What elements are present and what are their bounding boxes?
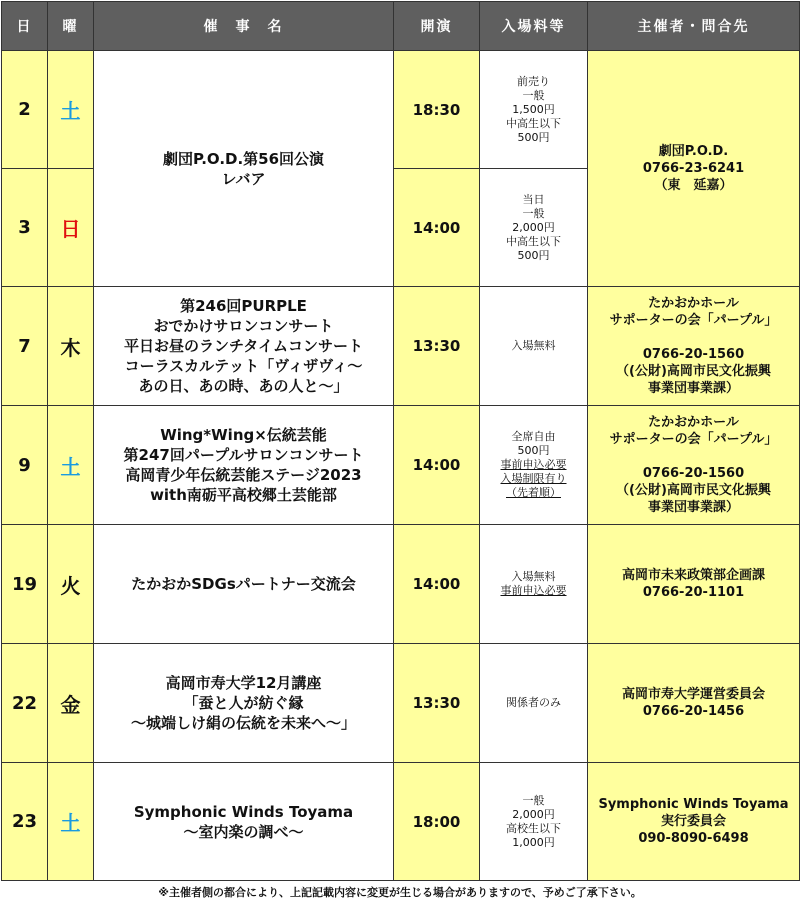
event-line: ～城端しけ絹の伝統を未来へ～」 bbox=[130, 714, 356, 732]
header-weekday: 曜 bbox=[48, 2, 94, 51]
organizer-line: サポーターの会「パープル」 bbox=[609, 432, 778, 447]
organizer-cell bbox=[588, 525, 800, 644]
organizer-cell bbox=[588, 644, 800, 763]
organizer-line: （(公財)高岡市民文化振興 bbox=[616, 483, 771, 498]
event-line: 劇団P.O.D.第56回公演 bbox=[162, 149, 325, 168]
organizer-line: 事業団事業課） bbox=[647, 381, 739, 396]
header-admission: 入場料等 bbox=[480, 2, 588, 51]
fee-line: 1,500円 bbox=[512, 102, 555, 116]
fee-line: 一般 bbox=[522, 793, 545, 807]
day-cell: 19 bbox=[2, 525, 48, 644]
organizer-line: Symphonic Winds Toyama bbox=[598, 797, 789, 812]
event-name-cell bbox=[94, 51, 394, 287]
fee-line: 全席自由 bbox=[511, 430, 556, 443]
fee-line: 入場無料 bbox=[511, 339, 556, 352]
event-line: 「蚕と人が紡ぐ縁 bbox=[183, 694, 304, 712]
start-time-cell: 14:00 bbox=[394, 525, 480, 644]
event-line: コーラスカルテット「ヴィザヴィ～ bbox=[124, 357, 363, 375]
footnote: ※主催者側の都合により、上記記載内容に変更が生じる場合がありますので、予めご了承下さい。 bbox=[158, 886, 642, 899]
organizer-line: 実行委員会 bbox=[660, 814, 726, 829]
admission-cell bbox=[480, 525, 588, 644]
organizer-line: 0766-20-1101 bbox=[642, 585, 745, 600]
table-row bbox=[2, 763, 800, 881]
fee-line: 関係者のみ bbox=[506, 696, 561, 709]
weekday-cell: 金 bbox=[48, 644, 94, 763]
fee-line: 一般 bbox=[522, 206, 545, 220]
day-cell: 3 bbox=[2, 169, 48, 287]
organizer-line: たかおかホール bbox=[648, 296, 739, 311]
organizer-line: 高岡市寿大学運営委員会 bbox=[621, 687, 765, 702]
organizer-cell bbox=[588, 406, 800, 525]
fee-line: 高校生以下 bbox=[506, 821, 561, 835]
fee-line: 500円 bbox=[517, 130, 550, 144]
fee-line: 2,000円 bbox=[512, 807, 555, 821]
header-event: 催 事 名 bbox=[94, 2, 394, 51]
weekday-cell: 土 bbox=[48, 51, 94, 169]
event-line: たかおかSDGsパートナー交流会 bbox=[131, 575, 356, 593]
organizer-line: 0766-20-1560 bbox=[642, 347, 745, 362]
organizer-line: 高岡市未来政策部企画課 bbox=[621, 568, 765, 583]
table-row bbox=[2, 525, 800, 644]
weekday-cell: 土 bbox=[48, 406, 94, 525]
header-day: 日 bbox=[2, 2, 48, 51]
event-line: 高岡青少年伝統芸能ステージ2023 bbox=[125, 466, 362, 484]
start-time-cell: 18:00 bbox=[394, 763, 480, 881]
fee-line: （先着順） bbox=[506, 486, 561, 499]
table-row bbox=[2, 406, 800, 525]
event-schedule-table bbox=[1, 1, 800, 881]
table-header-row bbox=[2, 2, 800, 51]
event-line: Wing*Wing×伝統芸能 bbox=[160, 426, 327, 444]
event-line: ～室内楽の調べ～ bbox=[183, 822, 304, 841]
table-row bbox=[2, 287, 800, 406]
organizer-line: 0766-23-6241 bbox=[642, 161, 745, 176]
organizer-line: 事業団事業課） bbox=[647, 500, 739, 515]
start-time-cell: 13:30 bbox=[394, 287, 480, 406]
day-cell: 2 bbox=[2, 51, 48, 169]
admission-cell bbox=[480, 51, 588, 169]
day-cell: 7 bbox=[2, 287, 48, 406]
start-time-cell: 18:30 bbox=[394, 51, 480, 169]
admission-cell bbox=[480, 406, 588, 525]
event-line: 第246回PURPLE bbox=[180, 297, 307, 315]
fee-line: 入場無料 bbox=[511, 570, 556, 583]
header-organizer: 主催者・問合先 bbox=[588, 2, 800, 51]
event-line: Symphonic Winds Toyama bbox=[133, 802, 354, 821]
fee-line: 500円 bbox=[517, 444, 550, 457]
fee-line: 入場制限有り bbox=[500, 472, 567, 485]
event-name-cell bbox=[94, 406, 394, 525]
table-row bbox=[2, 51, 800, 169]
weekday-cell: 日 bbox=[48, 169, 94, 287]
organizer-line: 090-8090-6498 bbox=[638, 831, 749, 846]
admission-cell bbox=[480, 287, 588, 406]
event-line: 第247回パープルサロンコンサート bbox=[123, 446, 364, 464]
organizer-spacer bbox=[588, 329, 799, 346]
event-name-cell bbox=[94, 763, 394, 881]
fee-line: 事前申込必要 bbox=[500, 458, 567, 471]
fee-line: 1,000円 bbox=[512, 835, 555, 849]
weekday-cell: 火 bbox=[48, 525, 94, 644]
event-line: あの日、あの時、あの人と～」 bbox=[138, 377, 349, 395]
event-line: レバア bbox=[221, 169, 266, 188]
event-name-cell bbox=[94, 287, 394, 406]
organizer-cell bbox=[588, 51, 800, 287]
event-name-cell bbox=[94, 525, 394, 644]
organizer-line: 0766-20-1456 bbox=[642, 704, 745, 719]
fee-line: 事前申込必要 bbox=[500, 584, 567, 597]
organizer-line: 劇団P.O.D. bbox=[658, 144, 729, 159]
start-time-cell: 14:00 bbox=[394, 169, 480, 287]
event-line: with南砺平高校郷土芸能部 bbox=[150, 486, 337, 504]
organizer-cell bbox=[588, 287, 800, 406]
fee-line: 500円 bbox=[517, 248, 550, 262]
organizer-cell bbox=[588, 763, 800, 881]
day-cell: 9 bbox=[2, 406, 48, 525]
event-line: 高岡市寿大学12月講座 bbox=[165, 674, 322, 692]
fee-line: 中高生以下 bbox=[506, 116, 561, 130]
event-name-cell bbox=[94, 644, 394, 763]
organizer-line: （(公財)高岡市民文化振興 bbox=[616, 364, 771, 379]
organizer-line: たかおかホール bbox=[648, 415, 739, 430]
header-start-time: 開演 bbox=[394, 2, 480, 51]
organizer-line: 0766-20-1560 bbox=[642, 466, 745, 481]
admission-cell bbox=[480, 169, 588, 287]
start-time-cell: 13:30 bbox=[394, 644, 480, 763]
fee-line: 前売り bbox=[517, 74, 550, 88]
table-row bbox=[2, 644, 800, 763]
day-cell: 23 bbox=[2, 763, 48, 881]
organizer-spacer bbox=[588, 448, 799, 465]
weekday-cell: 木 bbox=[48, 287, 94, 406]
weekday-cell: 土 bbox=[48, 763, 94, 881]
organizer-line: （東 延嘉） bbox=[654, 178, 733, 193]
start-time-cell: 14:00 bbox=[394, 406, 480, 525]
fee-line: 中高生以下 bbox=[506, 234, 561, 248]
fee-line: 一般 bbox=[522, 88, 545, 102]
fee-line: 2,000円 bbox=[512, 220, 555, 234]
day-cell: 22 bbox=[2, 644, 48, 763]
fee-line: 当日 bbox=[522, 192, 545, 206]
admission-cell bbox=[480, 644, 588, 763]
event-line: おでかけサロンコンサート bbox=[153, 317, 334, 335]
organizer-line: サポーターの会「パープル」 bbox=[609, 313, 778, 328]
admission-cell bbox=[480, 763, 588, 881]
event-line: 平日お昼のランチタイムコンサート bbox=[124, 337, 363, 355]
